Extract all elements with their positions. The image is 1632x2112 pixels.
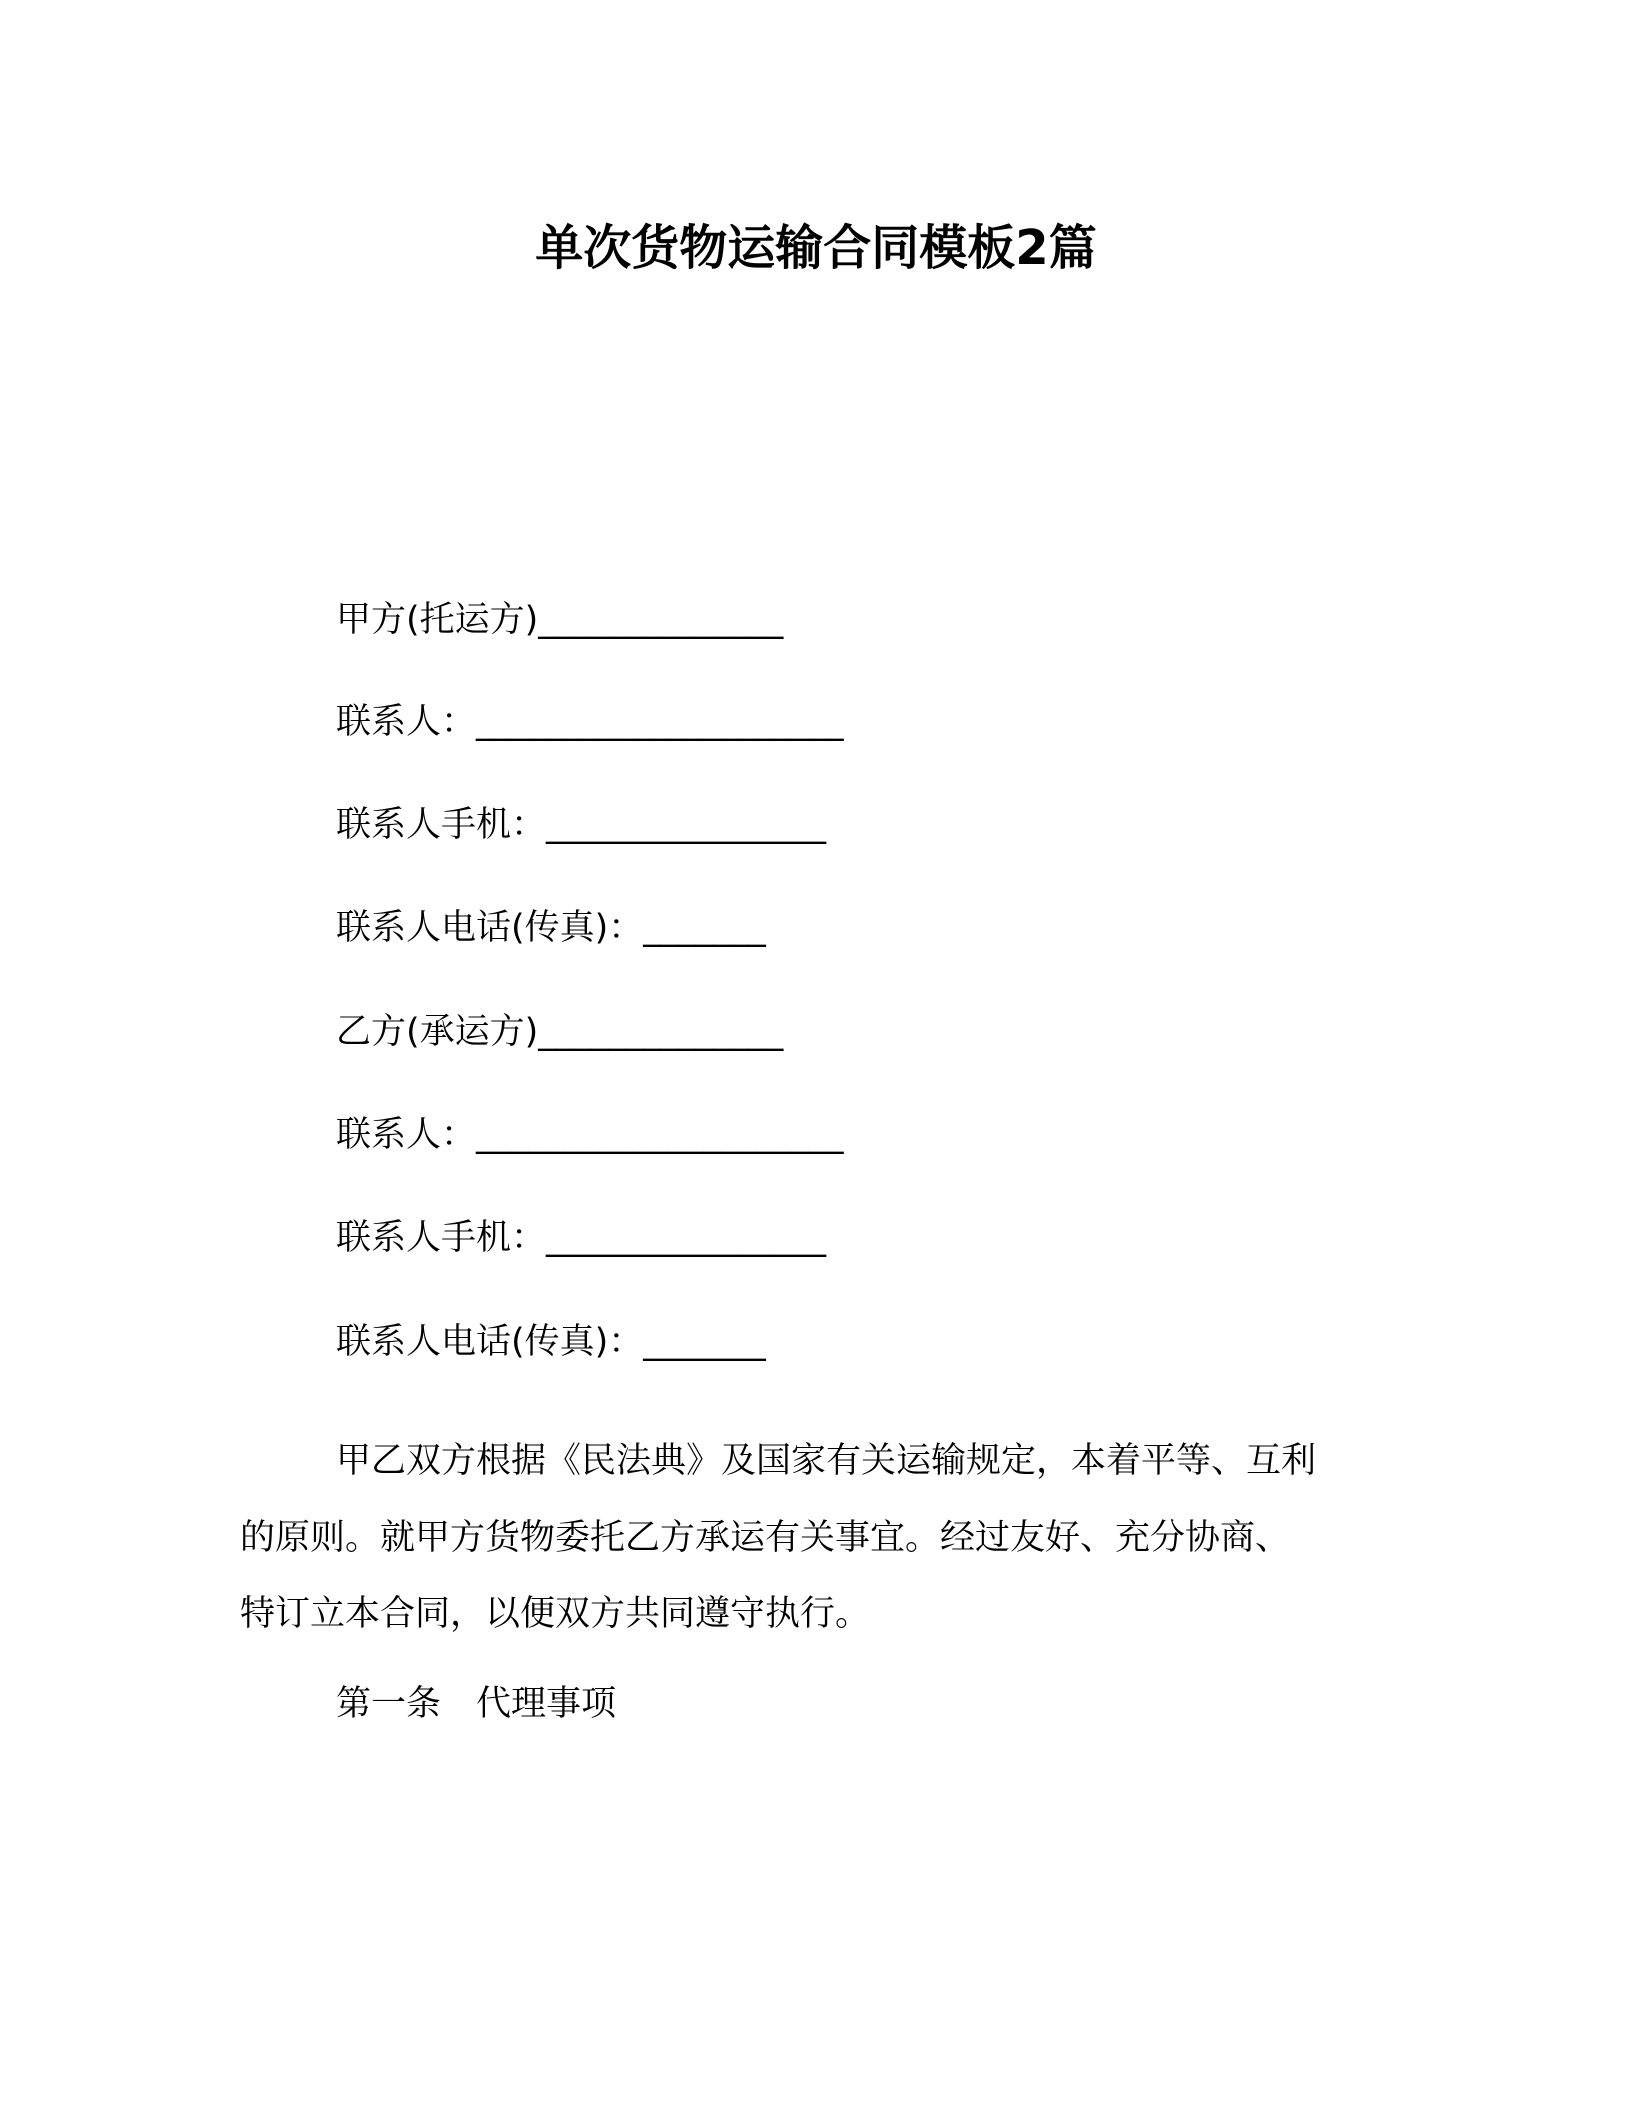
intro-paragraph (240, 1423, 1400, 1653)
party-b-contact-line: 联系人：_____________________ (336, 1115, 844, 1155)
party-a-mobile-line: 联系人手机：________________ (336, 805, 827, 845)
party-b-line: 乙方(承运方)______________ (336, 1012, 784, 1052)
party-b-mobile-line: 联系人手机：________________ (336, 1218, 827, 1258)
party-b-phone-fax-line: 联系人电话(传真)：_______ (336, 1322, 766, 1362)
party-a-contact-line: 联系人：_____________________ (336, 702, 844, 742)
article-heading: 第一条 代理事项 (336, 1684, 617, 1724)
party-a-line: 甲方(托运方)______________ (336, 600, 784, 640)
intro-line: 甲乙双方根据《民法典》及国家有关运输规定，本着平等、互利 (336, 1441, 1317, 1481)
document-title: 单次货物运输合同模板2篇 (535, 220, 1097, 276)
party-a-phone-fax-line: 联系人电话(传真)：_______ (336, 908, 766, 948)
intro-line: 特订立本合同，以便双方共同遵守执行。 (240, 1594, 871, 1634)
intro-line: 的原则。就甲方货物委托乙方承运有关事宜。经过友好、充分协商、 (240, 1517, 1291, 1558)
